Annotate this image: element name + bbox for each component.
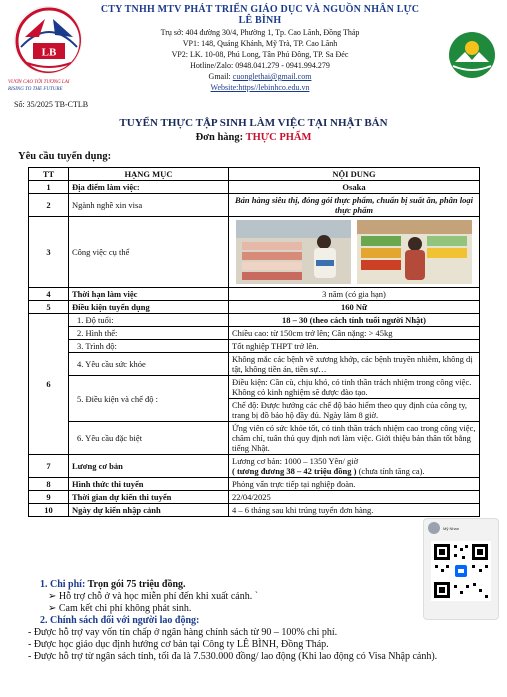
table-row — [29, 422, 480, 455]
table-row — [29, 194, 480, 217]
row-item: 1. Độ tuổi: — [69, 314, 229, 327]
table-row — [29, 353, 480, 376]
row-content — [229, 455, 480, 478]
page-title: TUYỂN THỰC TẬP SINH LÀM VIỆC TẠI NHẬT BẢN — [119, 117, 388, 129]
row-number: 3 — [29, 217, 69, 288]
salary-equivalent-value: ( tương đương 38 – 42 triệu đồng ) — [232, 466, 357, 476]
policy-item-1: - Được hỗ trợ vay vốn tín chấp ở ngân hàng chính sách từ 90 – 100% chi phí. — [28, 627, 338, 638]
row-item: 6. Yêu cầu đặc biệt — [69, 422, 229, 455]
order-title — [0, 132, 507, 143]
cost-item-2: Cam kết chi phí không phát sinh. — [58, 603, 192, 614]
table-row — [29, 181, 480, 194]
header-tt: TT — [29, 168, 69, 181]
table-row — [29, 504, 480, 517]
row-content: 4 – 6 tháng sau khi trúng tuyển đơn hàng. — [229, 504, 480, 517]
row-content: Chiều cao: từ 150cm trở lên; Cân nặng: > 45kg — [229, 327, 480, 340]
row-item: Ngành nghề xin visa — [69, 194, 229, 217]
header-content: NỘI DUNG — [229, 168, 480, 181]
table-row — [29, 376, 480, 399]
requirements-heading: Yêu cầu tuyển dụng: — [18, 151, 112, 162]
salary-line: Lương cơ bản: 1000 – 1350 Yên/ giờ — [232, 456, 359, 466]
cost-item-1: Hỗ trợ chỗ ở và học miễn phí đến khi xuất cảnh. ` — [58, 591, 259, 602]
email-line — [95, 72, 425, 81]
row-content: Ứng viên có sức khỏe tốt, có tinh thần trách nhiệm cao trong công việc, chăm chỉ, tuân thủ quy định nơi làm việc. Giới thiệu bản thân tốt bằng tiếng Nhật. — [229, 422, 480, 455]
row-item: Thời hạn làm việc — [69, 288, 229, 301]
partner-logo-icon — [447, 30, 497, 80]
row-number: 9 — [29, 491, 69, 504]
row-content: Điều kiện: Cần cù, chịu khó, có tinh thần trách nhiệm trong công việc. Không cỏ kinh nghiệm sẽ được đào tạo. — [229, 376, 480, 399]
row-item: Hình thức thi tuyển — [69, 478, 229, 491]
company-info — [95, 4, 425, 92]
company-name: CTY TNHH MTV PHÁT TRIỂN GIÁO DỤC VÀ NGUỒN NHÂN LỰC LÊ BÌNH — [100, 4, 420, 26]
policy-item-2: - Được học giáo dục định hướng cơ bản tại Công ty LÊ BÌNH, Đồng Tháp. — [28, 639, 329, 650]
row-number: 5 — [29, 301, 69, 314]
row-number: 7 — [29, 455, 69, 478]
row-number: 1 — [29, 181, 69, 194]
salary-equivalent — [232, 466, 476, 476]
row-item: Ngày dự kiến nhập cảnh — [69, 504, 229, 517]
table-row — [29, 491, 480, 504]
policy-item-3: - Được hỗ trợ từ ngân sách tỉnh, tối đa là 7.530.000 đồng/ lao động (Khi lao động có Visa Nhập cảnh). — [28, 651, 438, 662]
office-1: VP1: 148, Quảng Khánh, Mỹ Trà, TP. Cao Lãnh — [182, 39, 338, 48]
row-item: 3. Trình độ: — [69, 340, 229, 353]
cost-heading — [40, 579, 480, 590]
office-2: VP2: LK. 10-08, Phú Long, Tân Phú Đông, TP. Sa Đéc — [171, 50, 349, 59]
header-item: HẠNG MỤC — [69, 168, 229, 181]
list-item — [40, 591, 480, 602]
table-row — [29, 455, 480, 478]
company-address: Trụ sở: 404 đường 30/4, Phường 1, Tp. Cao Lãnh, Đồng Tháp — [160, 28, 360, 37]
row-number: 4 — [29, 288, 69, 301]
row-content: Phỏng vấn trực tiếp tại nghiệp đoàn. — [229, 478, 480, 491]
table-header — [29, 168, 480, 181]
policy-heading: 2. Chính sách đối với người lao động: — [40, 615, 200, 626]
salary-note: (chưa tính tăng ca). — [356, 466, 425, 476]
row-content: 18 – 30 (theo cách tính tuổi người Nhật) — [229, 314, 480, 327]
row-item: Điều kiện tuyển dụng — [69, 301, 229, 314]
logo-tagline-en: RISING TO THE FUTURE — [8, 87, 63, 92]
row-item: Công việc cụ thể — [69, 217, 229, 288]
row-number: 2 — [29, 194, 69, 217]
row-content: Osaka — [229, 181, 480, 194]
supermarket-photo-1 — [236, 220, 351, 284]
table-row — [29, 340, 480, 353]
email-link[interactable]: cuonglethai@gmail.com — [232, 72, 312, 81]
table-row — [29, 301, 480, 314]
row-content: 22/04/2025 — [229, 491, 480, 504]
arrow-icon: ➢ — [48, 603, 59, 614]
row-number: 8 — [29, 478, 69, 491]
letterhead — [0, 0, 507, 120]
requirements-table — [28, 167, 480, 517]
row-number: 10 — [29, 504, 69, 517]
qr-contact-name: Mỹ Nhan — [443, 525, 460, 531]
row-content: Không mắc các bệnh về xương khớp, các bệnh truyền nhiễm, không dị tật, không tiền án, tiền sự… — [229, 353, 480, 376]
row-item: 2. Hình thể: — [69, 327, 229, 340]
document-number: Số: 35/2025 TB-CTLB — [14, 100, 89, 109]
email-label: Gmail: — [208, 72, 233, 81]
order-value: THỰC PHẨM — [245, 132, 312, 143]
hotline: Hotline/Zalo: 0948.041.279 - 0941.994.279 — [190, 61, 330, 70]
avatar — [428, 522, 440, 534]
table-row — [29, 327, 480, 340]
row-item: 5. Điều kiện và chế độ : — [69, 376, 229, 422]
order-label: Đơn hàng: — [195, 132, 246, 143]
arrow-icon: ➢ — [48, 591, 59, 602]
row-number: 6 — [29, 314, 69, 455]
row-item: 4. Yêu cầu sức khỏe — [69, 353, 229, 376]
cost-heading-label: 1. Chi phí: — [40, 579, 88, 590]
logo-lb-text: LB — [41, 46, 57, 59]
row-item: Thời gian dự kiến thi tuyển — [69, 491, 229, 504]
supermarket-photo-2 — [357, 220, 472, 284]
list-item — [40, 603, 480, 614]
row-content: Bán hàng siêu thị, đóng gói thực phẩm, chuẩn bị suất ăn, phân loại thực phẩm — [229, 194, 480, 217]
table-row — [29, 314, 480, 327]
row-content — [229, 217, 480, 288]
table-row — [29, 288, 480, 301]
row-content: Chế độ: Được hưởng các chế độ bảo hiểm theo quy định của công ty, trang bị đồ bảo hộ đầy đủ. Ngày làm 8 giờ. — [229, 399, 480, 422]
table-row — [29, 217, 480, 288]
row-content: 3 năm (có gia hạn) — [229, 288, 480, 301]
row-content: Tốt nghiệp THPT trở lên. — [229, 340, 480, 353]
row-item: Địa điểm làm việc: — [69, 181, 229, 194]
bottom-section — [28, 578, 480, 662]
website-link[interactable]: Website:https//lebinhco.edu.vn — [210, 83, 310, 92]
row-content: 160 Nữ — [229, 301, 480, 314]
logo-tagline-vn: VƯƠN CAO TỚI TƯƠNG LAI — [8, 80, 70, 85]
cost-value: Trọn gói 75 triệu đồng. — [87, 579, 186, 590]
row-item: Lương cơ bản — [69, 455, 229, 478]
table-row — [29, 478, 480, 491]
